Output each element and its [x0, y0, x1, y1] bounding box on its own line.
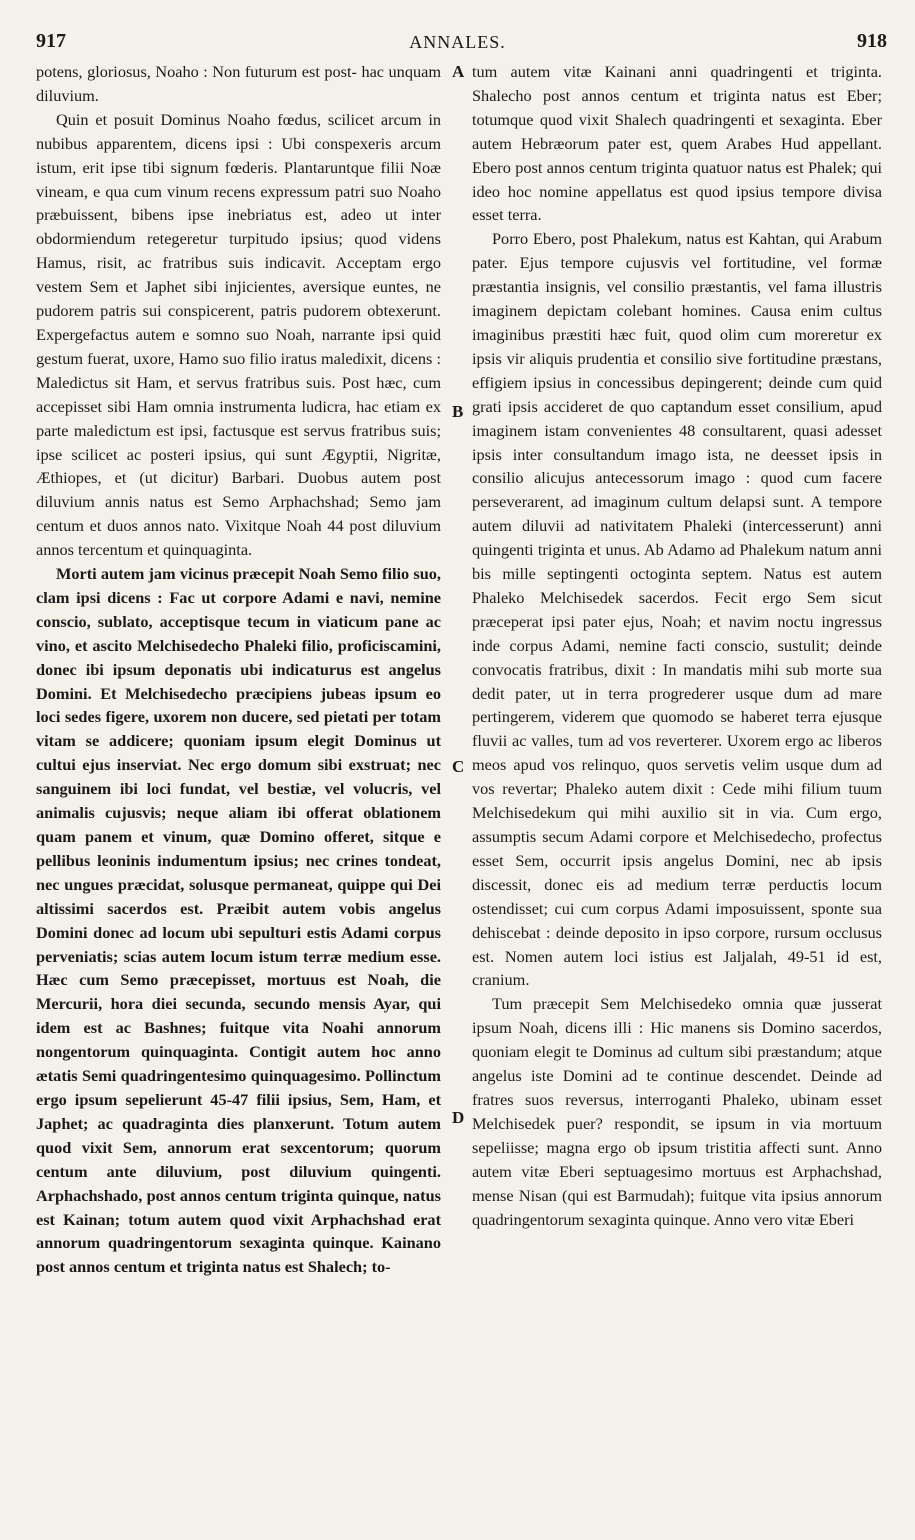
left-paragraph-3: Morti autem jam vicinus præcepit Noah Semo filio suo, clam ipsi dicens : Fac ut corpore Adami e navi, nemine conscio, sublato, acceptisque tecum in viaticum pane ac vino, et ascito Melchisedecho Phaleki filio, proficiscamini, donec ibi ipsum deponatis ubi indicaturus est angelus Domini. Et Melchisedecho præcipiens jubeas ipsum eo loci sedes figere, uxorem non ducere, sed pietati per totam vitam se addicere; quoniam ipsum elegit Dominus ut cultui ejus inserviat. Nec ergo domum sibi exstruat; nec sanguinem ibi loci fundat, vel bestiæ, vel volucris, vel animalis cujusvis; neque aliam ibi offerat oblationem quam panem et vinum, quæ Domino offeret, sitque e pellibus leoninis indumentum ipsius; nec crines tondeat, nec ungues præcidat, solusque permaneat, quippe qui Dei altissimi sacerdos est. Præibit autem vobis angelus Domini donec ad locum ubi sepulturi estis Adami corpus perveniatis; scias autem locum istum terræ medium esse. Hæc cum Semo præcepisset, mortuus est Noah, die Mercurii, hora diei secunda, secundo mensis Ayar, qui idem est ac Bashnes; fuitque vita Noahi annorum nongentorum quinquaginta. Contigit autem hoc anno ætatis Semi quadringentesimo quinquagesimo. Pollinctum ergo ipsum sepelierunt 45-47 filii ipsius, Sem, Ham, et Japhet; ac quadraginta dies planxerunt. Totum autem quod vixit Sem, annorum erat sexcentorum; quorum centum ante diluvium, post diluvium quingenti. Arphachshado, post annos centum triginta quinque, natus est Kainan; totum autem quod vixit Arphachshad erat annorum quadringentorum sexaginta quinque. Kainano post annos centum et triginta natus est Shalech; to-: [36, 564, 441, 1277]
page-header: [0, 30, 915, 56]
page-number-right: 918: [857, 30, 887, 52]
margin-letter-b: B: [452, 402, 464, 421]
right-column: [472, 60, 882, 1231]
margin-letter-c: C: [452, 757, 465, 776]
left-column: [36, 60, 441, 1279]
running-title: ANNALES.: [409, 32, 506, 52]
margin-letter-d: D: [452, 1108, 465, 1127]
left-paragraph-2: Quin et posuit Dominus Noaho fœdus, scilicet arcum in nubibus apparentem, dicens ipsi : Ubi conspexeris arcum istum, erit ipse tibi signum fœderis. Plantaruntque filii Noæ vineam, e qua cum vinum recens expressum patri suo Noaho præbuissent, bibens ipse inebriatus est, adeo ut inter obdormiendum retegeretur turpitudo ipsius; quod videns Hamus, risit, ac fratribus suis indicavit. Acceptam ergo vestem Sem et Japhet sibi injicientes, aversique euntes, ne pudorem patris sui conspicerent, patris pudorem obtexerunt. Expergefactus autem e somno suo Noah, narrante ipsi quid gestum fuerat, uxore, Hamo suo filio iratus maledixit, dicens : Maledictus sit Ham, et servus fratribus suis. Post hæc, cum accepisset sibi Ham omnia instrumenta ludicra, hac etiam ex parte maledictum est ipsi, factusque est servus fratribus suis; ipse scilicet ac posteri ipsius, qui sunt Ægyptii, Nigritæ, Æthiopes, et (ut dicitur) Barbari. Duobus autem post diluvium annis natus est Semo Arphachshad; Semo jam centum et duos annos nato. Vixitque Noah 44 post diluvium annos tercentum et quinquaginta.: [36, 109, 441, 560]
margin-letter-a: A: [452, 62, 465, 81]
right-paragraph-2: Porro Ebero, post Phalekum, natus est Kahtan, qui Arabum pater. Ejus tempore cujusvis vel fortitudine, vel formæ præstantia insignis, vel consilio præstantis, vel fama illustris imaginem depictam colebant homines. Causa enim cultus imaginibus præstiti hæc fuit, quod olim cum moreretur ex ipsis vir aliquis prudentia et consilio sive fortitudine præstans, effigiem ipsius in concessibus depingerent; deinde cum quid grati ipsis accideret de quo captandum esset consilium, apud imaginem istam convenientes 48 consultarent, quasi adesset ipsis inter consultandum imago ista, ne deesset ipsis in consilio alicujus antecessorum imago : quod cum facere perseverarent, ad imaginum cultum delapsi sunt. A tempore autem diluvii ad nativitatem Phaleki (intercesserunt) anni quingenti triginta et unus. Ab Adamo ad Phalekum natum anni bis mille septingenti octoginta septem. Natus est autem Phaleko Melchisedek sacerdos. Fecit ergo Sem sicut præceperat ipsi pater ejus, Noah; et navim noctu ingressus inde corpus Adami, nemine facti conscio, sustulit; deinde convocatis fratribus, dixit : In mandatis mihi sub morte sua dedit pater, ut in terra progrederer usque dum ad mare pertingerem, viderem que quomodo se haberet terra ejusque fluvii ac valles, tum ad vos reverterer. Uxorem ergo ac liberos meos apud vos relinquo, quos servetis velim usque dum ad vos revertar; Phaleko autem dixit : Cede mihi filium tuum Melchisedekum qui mihi auxilio sit in via. Cum ergo, assumptis secum Adami corpore et Melchisedecho, profectus esset Sem, occurrit ipsis angelus Domini, nec ab ipsis discessit, donec eis ad medium terræ perductis locum ostendisset; cui cum corpus Adami imposuissent, sponte sua dehiscebat : deinde deposito in ipso corpore, rursum occlusus est. Nomen autem loci istius est Jaljalah, 49-51 id est, cranium.: [472, 229, 882, 990]
left-paragraph-1: potens, gloriosus, Noaho : Non futurum est post- hac unquam diluvium.: [36, 62, 441, 105]
page-number-left: 917: [36, 30, 66, 52]
right-paragraph-1: tum autem vitæ Kainani anni quadringenti et triginta. Shalecho post annos centum et triginta natus est Eber; totumque quod vixit Shalech quadringenti et sexaginta. Eber autem Hebræorum pater est, quem Arabes Hud appellant. Ebero post annos centum triginta quatuor natus est Phalek; qui ideo hoc nomine appellatus est quod ipsius tempore divisa esset terra.: [472, 62, 882, 225]
right-paragraph-3: Tum præcepit Sem Melchisedeko omnia quæ jusserat ipsum Noah, dicens illi : Hic manens sis Domino sacerdos, quoniam elegit te Dominus ad cultum sibi præstandum; atque angelus iste Domini ad te continue descendet. Deinde ad fratres suos reversus, interroganti Phaleko, ubinam esset Melchisedek puer? respondit, se ipsum in via mortuum sepeliisse; magna ergo ob ipsum tristitia affecti sunt. Anno autem vitæ Eberi septuagesimo mortuus est Arphachshad, mense Nisan (qui est Barmudah); fuitque vita ipsius annorum quadringentorum sexaginta quinque. Anno vero vitæ Eberi: [472, 994, 882, 1229]
